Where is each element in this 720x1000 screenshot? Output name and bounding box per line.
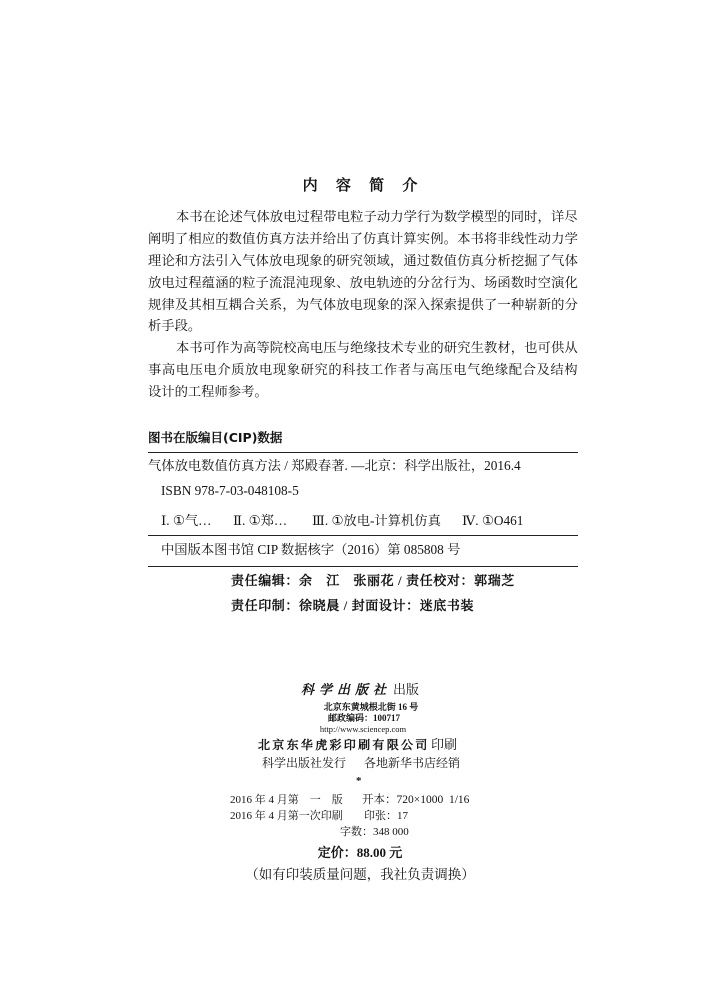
- summary-paragraph-1-line-2: [148, 230, 578, 248]
- summary-glyph: 的: [328, 362, 342, 377]
- summary-glyph: 了: [174, 231, 189, 246]
- summary-glyph: 材: [497, 340, 511, 355]
- summary-glyph: 供: [470, 297, 484, 312]
- publisher-postcode: 邮政编码：100717: [327, 713, 400, 723]
- summary-glyph: 供: [550, 340, 565, 355]
- summary-glyph: 混: [282, 275, 296, 290]
- summary-glyph: 给: [322, 231, 336, 246]
- summary-glyph: 过: [416, 253, 431, 268]
- cip-bibliographic-entry: 气体放电数值仿真方法 / 郑殿春著. —北京：科学出版社，2016.4: [148, 458, 521, 473]
- summary-glyph: 气: [242, 253, 256, 268]
- summary-glyph: 缘: [494, 362, 509, 377]
- summary-glyph: 实: [416, 231, 431, 246]
- summary-glyph: 蕴: [201, 275, 216, 290]
- edition-first-edition: 2016 年 4 月第 一 版: [230, 794, 343, 806]
- summary-glyph: 为: [457, 275, 471, 290]
- edition-sheets: 印张：17: [364, 810, 408, 822]
- summary-glyph: 出: [336, 231, 350, 246]
- summary-glyph: 仿: [255, 231, 269, 246]
- summary-glyph: 高: [161, 362, 176, 377]
- summary-glyph: 详: [550, 209, 565, 224]
- summary-glyph: 放: [336, 297, 350, 312]
- summary-glyph: 了: [537, 253, 551, 268]
- summary-glyph: 探: [430, 297, 444, 312]
- summary-paragraph-2-line-2: [148, 361, 578, 379]
- summary-glyph: 相: [188, 231, 202, 246]
- summary-glyph: 化: [564, 275, 578, 290]
- summary-glyph: 可: [537, 340, 551, 355]
- summary-glyph: 及: [536, 362, 550, 377]
- summary-glyph: 结: [550, 362, 564, 377]
- summary-glyph: 仿: [457, 253, 471, 268]
- summary-glyph: 崭: [524, 297, 538, 312]
- summary-glyph: 体: [322, 297, 336, 312]
- summary-paragraph-1-line-5: [148, 296, 578, 314]
- summary-glyph: 学: [564, 231, 578, 246]
- summary-glyph: 本: [176, 340, 190, 355]
- summary-glyph: 引: [215, 253, 229, 268]
- summary-glyph: 电: [175, 362, 190, 377]
- summary-glyph: 提: [457, 297, 471, 312]
- summary-glyph: 作: [383, 362, 398, 377]
- summary-glyph: 了: [483, 297, 498, 312]
- cip-top-rule: [148, 452, 578, 453]
- summary-glyph: 的: [389, 297, 404, 312]
- summary-paragraph-1-line-1: [176, 208, 578, 226]
- summary-glyph: 法: [201, 253, 216, 268]
- summary-glyph: 合: [522, 362, 536, 377]
- summary-glyph: 值: [242, 231, 256, 246]
- summary-glyph: 象: [376, 297, 390, 312]
- credits-production: 责任印制：徐晓晨 / 封面设计：迷底书装: [231, 598, 475, 613]
- summary-glyph: 动: [376, 209, 391, 224]
- summary-glyph: 者: [397, 362, 412, 377]
- cip-heading: 图书在版编目(CIP)数据: [148, 430, 283, 445]
- separator-asterisk: *: [356, 775, 362, 787]
- summary-glyph: 并: [309, 231, 323, 246]
- summary-glyph: 放: [269, 209, 284, 224]
- summary-glyph: 了: [349, 231, 363, 246]
- summary-glyph: 真: [376, 231, 390, 246]
- summary-glyph: 电: [161, 275, 175, 290]
- cip-middle-rule: [148, 535, 578, 536]
- summary-glyph: 电: [203, 362, 217, 377]
- summary-glyph: 工: [370, 362, 384, 377]
- summary-glyph: 相: [201, 297, 216, 312]
- summary-glyph: 例: [430, 231, 444, 246]
- summary-glyph: 体: [256, 209, 270, 224]
- summary-glyph: 算: [403, 231, 417, 246]
- summary-glyph: 象: [286, 362, 301, 377]
- summary-glyph: 书: [189, 340, 203, 355]
- summary-glyph: 性: [524, 231, 538, 246]
- summary-glyph: 放: [148, 275, 162, 290]
- summary-glyph: 粒: [242, 275, 256, 290]
- summary-glyph: 缘: [363, 340, 377, 355]
- summary-glyph: 现: [272, 362, 287, 377]
- edition-first-printing: 2016 年 4 月第一次印刷: [230, 810, 343, 822]
- summary-glyph: 学: [403, 209, 417, 224]
- summary-glyph: 互: [215, 297, 229, 312]
- summary-glyph: 通: [403, 253, 417, 268]
- summary-glyph: 函: [497, 275, 511, 290]
- summary-glyph: 其: [188, 297, 202, 312]
- cip-classification-4: Ⅳ. ①O461: [462, 513, 524, 528]
- summary-paragraph-2-line-1: [176, 339, 578, 357]
- summary-glyph: 气: [242, 209, 257, 224]
- summary-glyph: 为: [430, 209, 444, 224]
- summary-glyph: 应: [201, 231, 216, 246]
- summary-glyph: 生: [470, 340, 484, 355]
- summary-glyph: 现: [295, 253, 310, 268]
- summary-glyph: 深: [403, 297, 417, 312]
- summary-paragraph-1-line-6: 析手段。: [148, 318, 202, 333]
- summary-glyph: 体: [255, 253, 269, 268]
- summary-glyph: 气: [309, 297, 323, 312]
- summary-glyph: 入: [228, 253, 242, 268]
- summary-glyph: 术: [390, 340, 404, 355]
- summary-glyph: 入: [416, 297, 431, 312]
- summary-glyph: 分: [564, 297, 578, 312]
- summary-glyph: 本: [457, 231, 471, 246]
- summary-glyph: 为: [229, 340, 243, 355]
- cip-isbn: ISBN 978-7-03-048108-5: [161, 483, 299, 498]
- summary-glyph: 压: [189, 362, 203, 377]
- summary-glyph: 数: [510, 275, 525, 290]
- summary-glyph: 分: [483, 253, 498, 268]
- summary-glyph: 法: [295, 231, 310, 246]
- summary-glyph: 系: [268, 297, 283, 312]
- summary-glyph: 律: [161, 297, 175, 312]
- summary-glyph: 研: [300, 362, 314, 377]
- summary-glyph: 从: [564, 340, 578, 355]
- summary-glyph: 沌: [295, 275, 310, 290]
- summary-glyph: 程: [188, 275, 202, 290]
- summary-glyph: 论: [161, 253, 175, 268]
- summary-glyph: 书: [470, 231, 484, 246]
- summary-glyph: 场: [483, 275, 498, 290]
- summary-glyph: 绝: [350, 340, 364, 355]
- summary-glyph: 流: [268, 275, 283, 290]
- summary-glyph: 的: [430, 340, 444, 355]
- summary-glyph: 值: [443, 253, 457, 268]
- summary-glyph: 电: [282, 253, 296, 268]
- summary-paragraph-1-line-3: [148, 252, 578, 270]
- summary-glyph: 质: [231, 362, 245, 377]
- cip-bottom-rule: [148, 566, 578, 567]
- summary-glyph: 新: [537, 297, 551, 312]
- summary-glyph: 仿: [363, 231, 377, 246]
- summary-glyph: 作: [216, 340, 230, 355]
- summary-glyph: 与: [336, 340, 350, 355]
- summary-glyph: 将: [483, 231, 498, 246]
- summary-glyph: ，: [510, 340, 525, 355]
- summary-glyph: 迹: [389, 275, 404, 290]
- summary-glyph: 的: [497, 209, 511, 224]
- summary-glyph: 轨: [376, 275, 390, 290]
- summary-glyph: 电: [309, 340, 324, 355]
- summary-glyph: 和: [174, 253, 189, 268]
- summary-glyph: 象: [322, 275, 336, 290]
- summary-glyph: 在: [202, 209, 217, 224]
- summary-glyph: 放: [349, 275, 363, 290]
- summary-glyph: 述: [229, 209, 243, 224]
- summary-paragraph-1-line-4: [148, 274, 578, 292]
- summary-glyph: 究: [314, 362, 328, 377]
- summary-glyph: 动: [537, 231, 551, 246]
- summary-glyph: 。: [443, 231, 457, 246]
- printer-action: 印刷: [431, 737, 458, 752]
- summary-glyph: 过: [174, 275, 189, 290]
- summary-glyph: 事: [148, 362, 162, 377]
- summary-glyph: 教: [483, 340, 498, 355]
- summary-glyph: 介: [217, 362, 231, 377]
- summary-glyph: 也: [524, 340, 538, 355]
- summary-glyph: 时: [524, 209, 538, 224]
- summary-glyph: 索: [443, 297, 457, 312]
- publisher-action: 出版: [393, 682, 420, 697]
- summary-glyph: 配: [508, 362, 523, 377]
- summary-glyph: 研: [443, 340, 458, 355]
- summary-glyph: 真: [268, 231, 283, 246]
- summary-glyph: 型: [483, 209, 498, 224]
- summary-glyph: 高: [296, 340, 310, 355]
- summary-glyph: 业: [417, 340, 431, 355]
- summary-glyph: 的: [228, 275, 242, 290]
- summary-glyph: 合: [242, 297, 256, 312]
- summary-glyph: ，: [282, 297, 296, 312]
- publisher-address: 北京东黄城根北街 16 号: [323, 702, 419, 712]
- summary-glyph: 技: [376, 340, 391, 355]
- summary-glyph: 高: [425, 362, 439, 377]
- publisher-website: http://www.sciencep.com: [319, 724, 407, 734]
- summary-glyph: 行: [417, 209, 431, 224]
- summary-title: 内 容 简 介: [302, 176, 418, 194]
- summary-glyph: 现: [363, 297, 377, 312]
- summary-glyph: 院: [269, 340, 284, 355]
- summary-glyph: 放: [245, 362, 259, 377]
- distribution-seller: 各地新华书店经销: [364, 756, 461, 770]
- summary-glyph: 可: [202, 340, 217, 355]
- distribution-issuer: 科学出版社发行: [262, 756, 347, 770]
- summary-glyph: 同: [510, 209, 525, 224]
- summary-glyph: 电: [453, 362, 467, 377]
- summary-glyph: 时: [524, 275, 538, 290]
- summary-glyph: 力: [390, 209, 404, 224]
- summary-glyph: 数: [430, 253, 444, 268]
- summary-glyph: 学: [457, 209, 471, 224]
- summary-glyph: 电: [259, 362, 273, 377]
- credits-editors: 责任编辑：余 江 张丽花 / 责任校对：郭瑞芝: [231, 573, 515, 588]
- printer-name: 北京东华虎彩印刷有限公司: [258, 738, 430, 752]
- summary-glyph: 数: [443, 209, 458, 224]
- summary-glyph: 分: [416, 275, 431, 290]
- summary-glyph: 数: [228, 231, 242, 246]
- summary-glyph: 、: [336, 275, 350, 290]
- summary-glyph: 气: [467, 362, 481, 377]
- summary-glyph: 计: [389, 231, 404, 246]
- summary-glyph: 体: [564, 253, 578, 268]
- cip-record-number: 中国版本图书馆 CIP 数据核字（2016）第 085808 号: [161, 542, 461, 557]
- summary-glyph: 非: [497, 231, 511, 246]
- summary-glyph: 研: [336, 253, 350, 268]
- summary-glyph: 尽: [564, 209, 578, 224]
- summary-glyph: 究: [457, 340, 471, 355]
- publisher-logotype: 科学出版社: [301, 682, 392, 697]
- summary-glyph: 放: [268, 253, 283, 268]
- summary-glyph: 压: [439, 362, 453, 377]
- summary-glyph: 现: [309, 275, 323, 290]
- summary-glyph: 子: [255, 275, 269, 290]
- summary-glyph: 带: [323, 209, 337, 224]
- summary-glyph: 电: [363, 275, 377, 290]
- summary-glyph: 粒: [350, 209, 364, 224]
- summary-glyph: 的: [215, 231, 229, 246]
- summary-glyph: 种: [510, 297, 525, 312]
- summary-glyph: 象: [309, 253, 323, 268]
- summary-glyph: 方: [188, 253, 202, 268]
- summary-glyph: 方: [282, 231, 296, 246]
- summary-glyph: 掘: [524, 253, 538, 268]
- summary-glyph: 涵: [215, 275, 229, 290]
- cip-classification-1: Ⅰ. ①气…: [161, 513, 212, 528]
- summary-glyph: 域: [376, 253, 390, 268]
- summary-glyph: ，: [389, 253, 404, 268]
- summary-glyph: ，: [537, 209, 551, 224]
- summary-glyph: 论: [216, 209, 230, 224]
- summary-glyph: 技: [356, 362, 370, 377]
- summary-glyph: 一: [497, 297, 511, 312]
- summary-glyph: 领: [363, 253, 377, 268]
- summary-glyph: 高: [242, 340, 257, 355]
- summary-glyph: 与: [411, 362, 425, 377]
- summary-glyph: 空: [537, 275, 551, 290]
- summary-glyph: 析: [497, 253, 511, 268]
- quality-note: （如有印装质量问题，我社负责调换）: [245, 867, 475, 882]
- summary-glyph: 的: [403, 275, 417, 290]
- summary-glyph: 过: [296, 209, 310, 224]
- summary-glyph: 绝: [481, 362, 495, 377]
- summary-glyph: 电: [336, 209, 350, 224]
- summary-glyph: 关: [255, 297, 269, 312]
- summary-glyph: 校: [283, 340, 297, 355]
- summary-glyph: 挖: [510, 253, 525, 268]
- summary-glyph: 、: [470, 275, 484, 290]
- summary-glyph: 程: [309, 209, 324, 224]
- summary-glyph: 专: [403, 340, 417, 355]
- summary-glyph: 模: [470, 209, 484, 224]
- summary-paragraph-2-line-3: 设计的工程师参考。: [148, 384, 268, 399]
- summary-glyph: 科: [342, 362, 356, 377]
- summary-glyph: 规: [148, 297, 162, 312]
- summary-glyph: 压: [323, 340, 337, 355]
- summary-glyph: 气: [551, 253, 565, 268]
- summary-glyph: 的: [322, 253, 336, 268]
- summary-glyph: 演: [551, 275, 565, 290]
- summary-glyph: 等: [256, 340, 270, 355]
- summary-glyph: 理: [148, 253, 162, 268]
- summary-glyph: 本: [176, 209, 190, 224]
- summary-glyph: 子: [363, 209, 377, 224]
- summary-glyph: 真: [470, 253, 484, 268]
- summary-glyph: 究: [349, 253, 363, 268]
- summary-glyph: 为: [295, 297, 310, 312]
- summary-glyph: 线: [510, 231, 525, 246]
- summary-glyph: 岔: [430, 275, 444, 290]
- edition-format: 开本：720×1000 1/16: [362, 794, 470, 806]
- summary-glyph: 力: [551, 231, 565, 246]
- summary-glyph: 行: [443, 275, 457, 290]
- summary-glyph: 耦: [228, 297, 242, 312]
- summary-glyph: 书: [189, 209, 203, 224]
- summary-glyph: 及: [174, 297, 189, 312]
- summary-glyph: 电: [349, 297, 363, 312]
- summary-glyph: 构: [564, 362, 578, 377]
- price: 定价：88.00 元: [317, 845, 403, 860]
- summary-glyph: 的: [551, 297, 565, 312]
- summary-glyph: 明: [161, 231, 175, 246]
- cip-classification-3: Ⅲ. ①放电-计算机仿真: [312, 513, 441, 528]
- cip-classification-2: Ⅱ. ①郑…: [233, 513, 288, 528]
- summary-glyph: 阐: [148, 231, 162, 246]
- summary-glyph: 电: [283, 209, 297, 224]
- edition-word-count: 字数：348 000: [340, 826, 409, 838]
